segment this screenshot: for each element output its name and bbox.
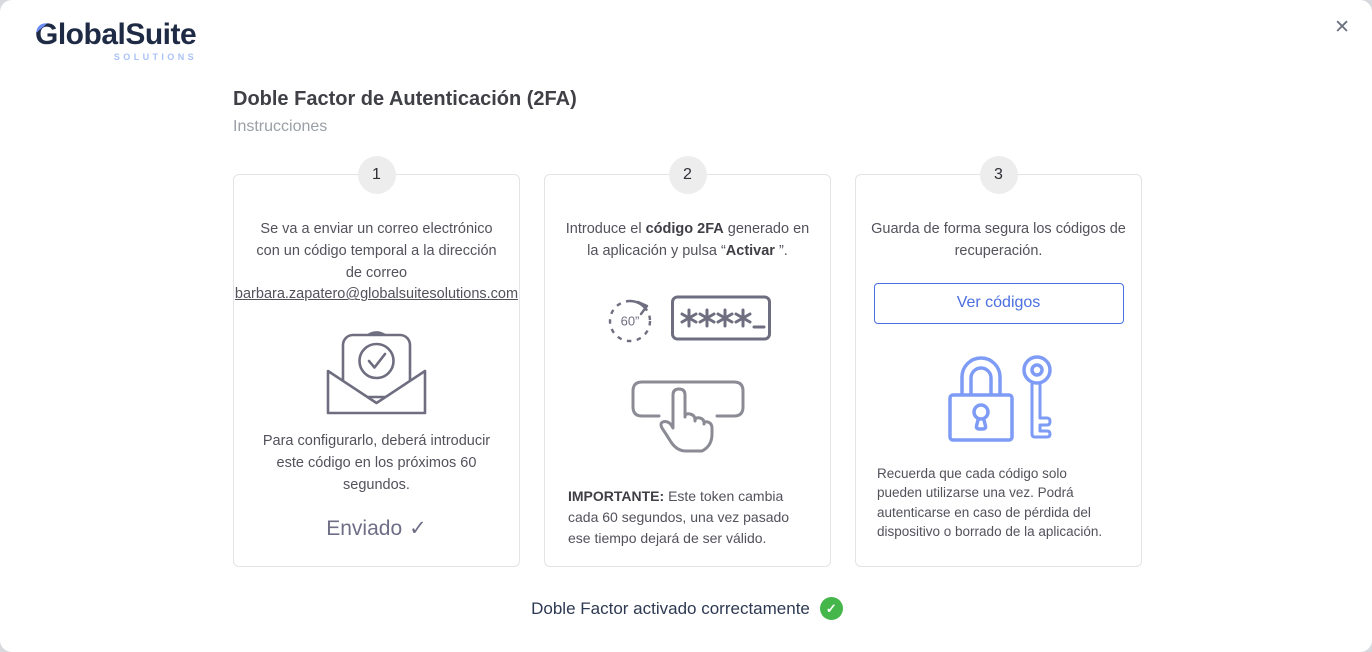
step2-intro-middle: generado en la aplicación y pulsa “ — [587, 221, 810, 259]
success-check-icon: ✓ — [820, 597, 843, 620]
step2-intro-suffix: ”. — [774, 242, 788, 259]
step2-activar-bold: Activar — [725, 242, 775, 259]
page-title: Doble Factor de Autenticación (2FA) — [233, 88, 577, 110]
activation-status-text: Doble Factor activado correctamente — [531, 598, 810, 618]
importante-label: IMPORTANTE: — [568, 487, 665, 504]
step1-footer-text: Para configurarlo, deberá introducir este código en los próximos 60 segundos. — [262, 433, 491, 493]
email-link[interactable]: barbara.zapatero@globalsuitesolutions.com — [234, 286, 519, 303]
timer-seconds-label: 60” — [620, 313, 639, 328]
logo-rest: lobalSuite — [57, 18, 197, 51]
sent-status — [248, 516, 505, 541]
step-number-2: 2 — [669, 156, 707, 194]
ver-codigos-button[interactable]: Ver códigos — [874, 283, 1124, 324]
code-input-icon — [670, 293, 772, 348]
step-card-1 — [233, 166, 520, 567]
logo-wordmark — [35, 20, 197, 50]
dialog-content — [0, 88, 1141, 620]
step1-intro-text — [234, 219, 519, 306]
logo-solutions-label: SOLUTIONS — [113, 52, 197, 62]
step-number-3: 3 — [980, 156, 1018, 194]
dialog-header — [0, 0, 1372, 70]
tap-button-icon — [559, 376, 816, 464]
token-icons-row — [559, 289, 816, 352]
close-icon[interactable]: ✕ — [1328, 14, 1356, 41]
page-subtitle: Instrucciones — [233, 118, 328, 135]
step1-intro-span: Se va a enviar un correo electrónico con un código temporal a la dirección de correo — [256, 221, 497, 281]
timer-60s-icon — [604, 289, 660, 352]
logo-g-accent: G — [35, 18, 58, 51]
activation-status — [233, 597, 1141, 620]
step-card-3 — [855, 166, 1142, 567]
step2-important-text — [559, 486, 816, 549]
step3-intro-text: Guarda de forma segura los códigos de recuperación. — [871, 221, 1126, 259]
envelope-check-icon — [248, 324, 505, 417]
step-number-1: 1 — [358, 156, 396, 194]
step-card-2 — [544, 166, 831, 567]
step2-intro-text — [559, 219, 816, 263]
step2-code-bold: código 2FA — [645, 221, 724, 237]
sent-label: Enviado — [326, 517, 403, 541]
lock-key-icon — [870, 346, 1127, 446]
globalsuite-logo — [35, 20, 197, 62]
steps-row — [233, 166, 1141, 567]
sent-check-icon: ✓ — [409, 517, 427, 541]
importante-body: Este token cambia cada 60 segundos, una vez pasado ese tiempo dejará de ser válido. — [568, 487, 790, 546]
step3-note-text: Recuerda que cada código solo pueden utilizarse una vez. Podrá autenticarse en caso de pérdida del dispositivo o borrado de la aplicación. — [877, 465, 1103, 540]
step2-intro-prefix: Introduce el — [565, 221, 646, 237]
